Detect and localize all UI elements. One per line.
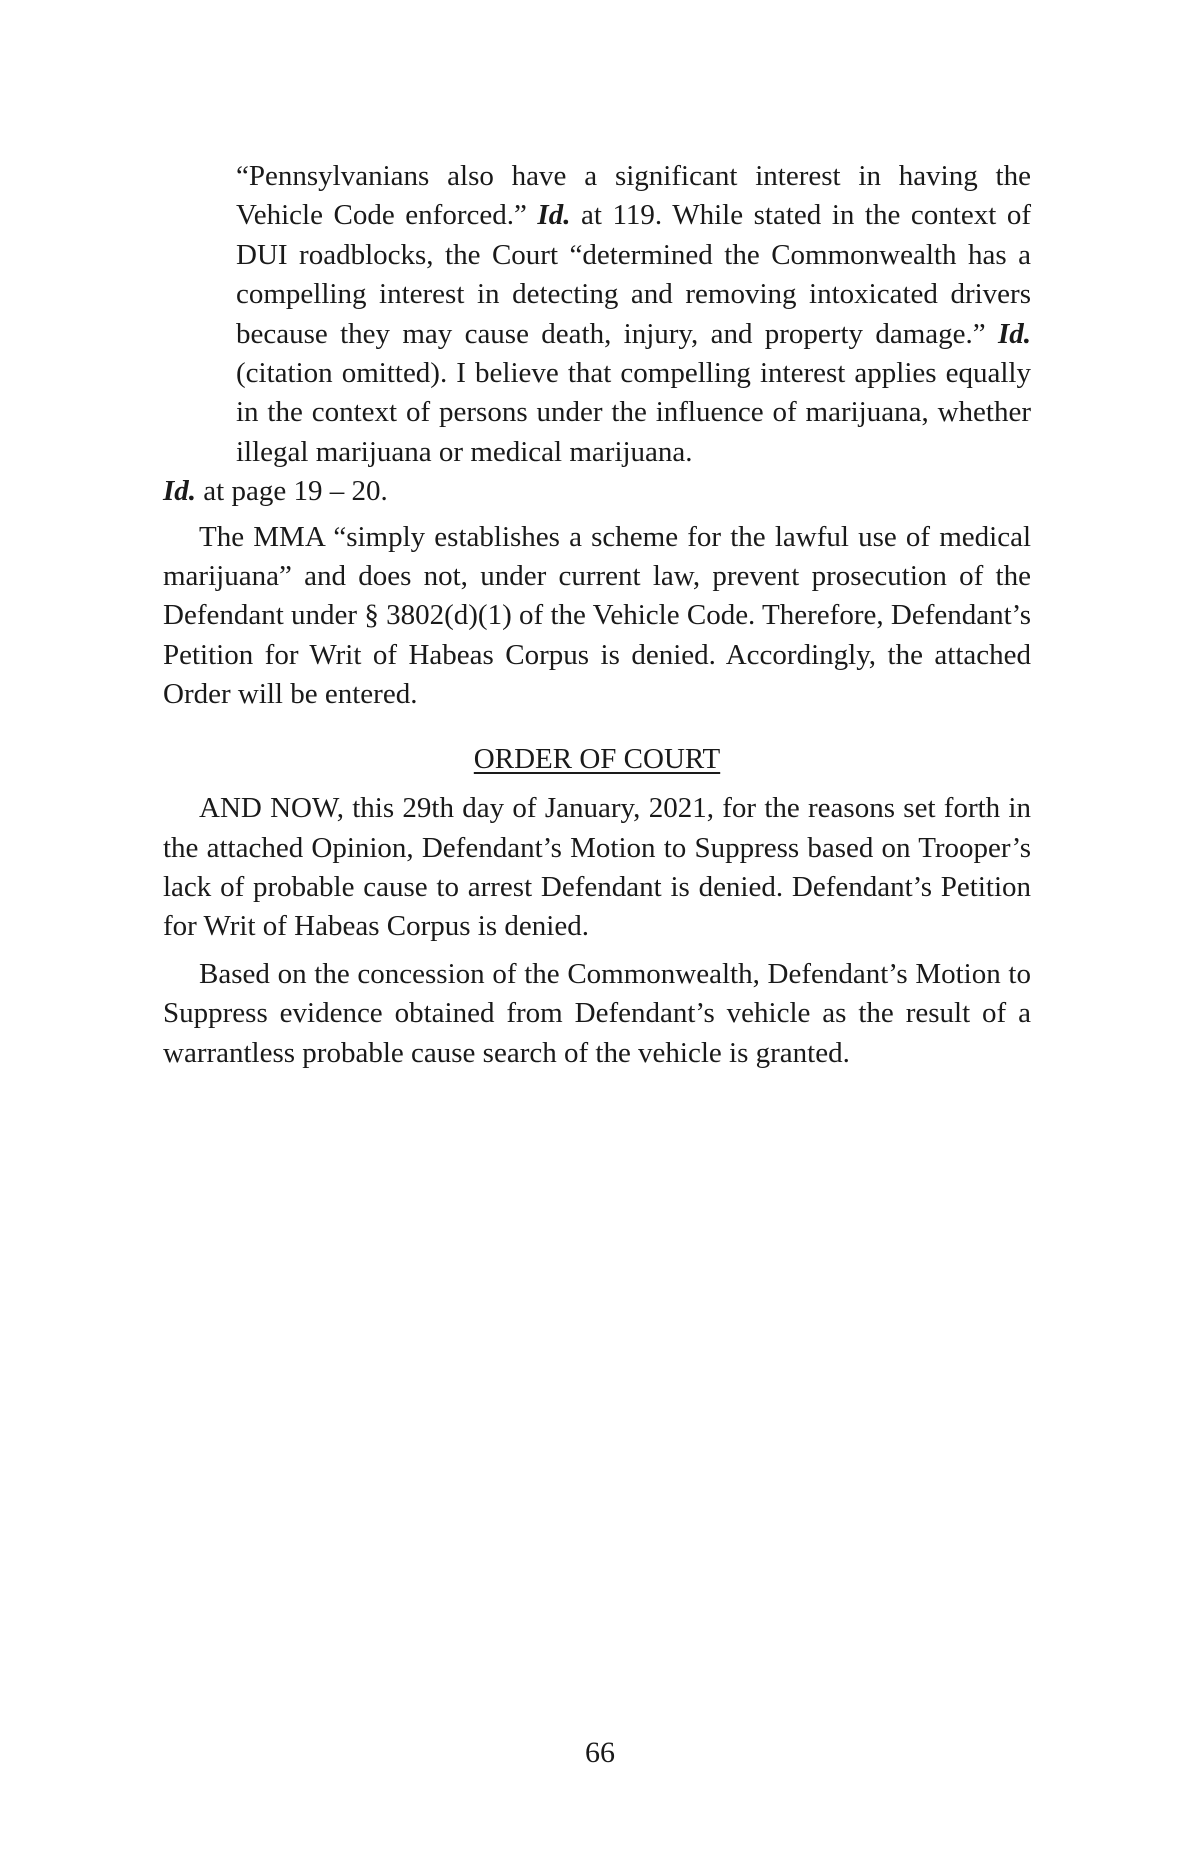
mma-paragraph: The MMA “simply establishes a scheme for the lawful use of medical marijuana” and does not, under current law, prevent prosecution of the Defendant under § 3802(d)(1) of the Vehicle Code. Therefore, Defendant’s Petition for Writ of Habeas Corpus is denied. Accordingly, the attached Order will be entered. [163,520,1031,711]
quote-text-3: (citation omitted). I believe that compelling interest applies equally in the context of persons under the influence of marijuana, whether illegal marijuana or medical marijuana. [236,357,1031,468]
citation-text: at page 19 – 20. [203,475,388,508]
quote-text-1: “Pennsylvanians also have a significant interest in having the Vehicle Code enforced.” [236,160,1031,232]
order-paragraph-1: AND NOW, this 29th day of January, 2021, for the reasons set forth in the attached Opinion, Defendant’s Motion to Suppress based on Trooper’s lack of probable cause to arrest Defendant is denied. Defendant’s Petition for Writ of Habeas Corpus is denied. [163,792,1031,943]
order-heading: ORDER OF COURT [473,742,721,775]
block-quote [236,157,1031,472]
citation-line [163,472,1031,511]
quote-text-2: at 119. While stated in the context of DUI roadblocks, the Court “determined the Commonwealth has a compelling interest in detecting and removing intoxicated drivers because they may cause death, injury, and property damage.” [236,199,1031,350]
quote-id-citation-2: Id. [997,317,1031,350]
citation-id: Id. [163,475,197,508]
quote-id-citation-1: Id. [537,199,571,232]
document-body [163,157,1031,1073]
page-number: 66 [585,1736,615,1769]
order-paragraph-2: Based on the concession of the Commonwealth, Defendant’s Motion to Suppress evidence obtained from Defendant’s vehicle as the result of a warrantless probable cause search of the vehicle is granted. [163,957,1031,1069]
